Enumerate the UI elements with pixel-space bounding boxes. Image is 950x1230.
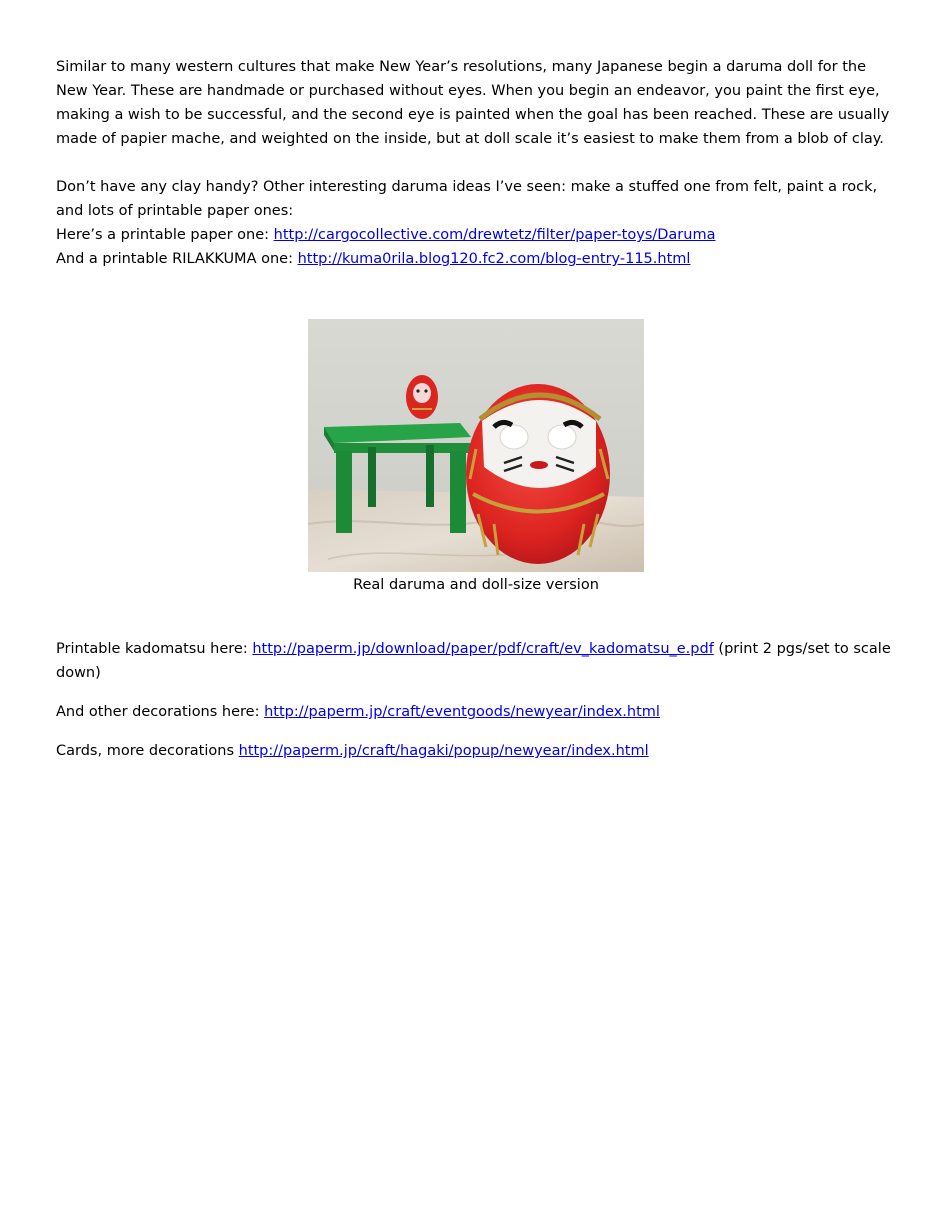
daruma-photo: [308, 319, 644, 572]
decorations-line: [56, 700, 896, 724]
rilakkuma-line: [56, 247, 896, 271]
paper-daruma-label: Here’s a printable paper one:: [56, 227, 274, 243]
figure-caption: Real daruma and doll-size version: [353, 577, 599, 593]
decorations-label: And other decorations here:: [56, 704, 265, 720]
document-body: [56, 55, 896, 271]
cards-label: Cards, more decorations: [56, 743, 239, 759]
cards-link[interactable]: http://paperm.jp/craft/hagaki/popup/newyear/index.html: [238, 743, 649, 759]
rilakkuma-label: And a printable RILAKKUMA one:: [56, 251, 298, 267]
kadomatsu-line: [56, 637, 896, 685]
kadomatsu-note: (print 2 pgs/set to scale down): [56, 641, 891, 681]
ideas-paragraph: Don’t have any clay handy? Other interesting daruma ideas I’ve seen: make a stuffed one from felt, paint a rock, and lots of printable paper ones:: [56, 179, 878, 219]
cards-line: [56, 739, 896, 763]
intro-paragraph: Similar to many western cultures that make New Year’s resolutions, many Japanese begin a daruma doll for the New Year. These are handmade or purchased without eyes. When you begin an endeavor, you paint the first eye, making a wish to be successful, and the second eye is painted when the goal has been reached. These are usually made of papier mache, and weighted on the inside, but at doll scale it’s easiest to make them from a blob of clay.: [56, 59, 890, 147]
rilakkuma-link[interactable]: http://kuma0rila.blog120.fc2.com/blog-entry-115.html: [297, 251, 691, 267]
decorations-link[interactable]: http://paperm.jp/craft/eventgoods/newyear/index.html: [264, 704, 660, 720]
kadomatsu-link[interactable]: http://paperm.jp/download/paper/pdf/craft/ev_kadomatsu_e.pdf: [252, 641, 714, 657]
paragraph-spacer: [56, 151, 896, 175]
paper-daruma-line: [56, 223, 896, 247]
kadomatsu-label: Printable kadomatsu here:: [56, 641, 253, 657]
resources-section: [56, 637, 896, 763]
daruma-photo-illustration: [308, 319, 644, 572]
paper-daruma-link[interactable]: http://cargocollective.com/drewtetz/filter/paper-toys/Daruma: [273, 227, 716, 243]
